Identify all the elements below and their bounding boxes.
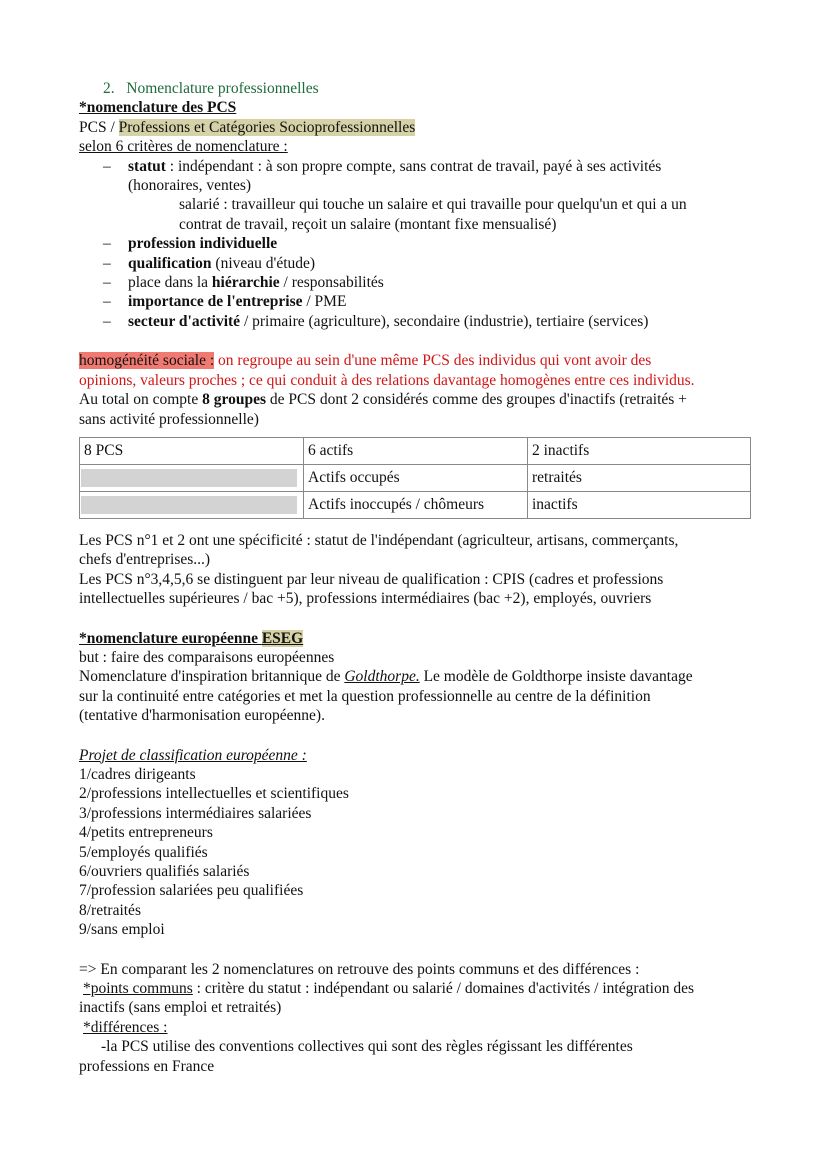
statut-label: statut [128, 157, 166, 175]
table-row [80, 464, 751, 491]
projet-list [79, 765, 769, 940]
table-cell: inactifs [528, 491, 751, 518]
document-page [79, 79, 769, 1076]
homogeneite-text-1: on regroupe au sein d'une même PCS des individus qui vont avoir des [214, 352, 652, 370]
qualification-line-2: intellectuelles supérieures / bac +5), professions intermédiaires (bac +2), employés, ouvriers [79, 590, 652, 608]
entreprise-label: importance de l'entreprise [128, 293, 303, 311]
list-item: 4/petits entrepreneurs [79, 824, 213, 842]
points-communs-line-2: inactifs (sans emploi et retraités) [79, 999, 282, 1017]
eseg-line-2: sur la continuité entre catégories et met la question professionnelle au centre de la définition [79, 687, 651, 705]
differences-label: *différences : [83, 1018, 168, 1036]
list-item: 6/ouvriers qualifiés salariés [79, 863, 250, 880]
table-cell: Actifs inoccupés / chômeurs [304, 491, 528, 518]
hierarchie-pre: place dans la [128, 274, 212, 292]
compare-intro: => En comparant les 2 nomenclatures on retrouve des points communs et des différences : [79, 960, 640, 978]
table-cell: 8 PCS [80, 437, 304, 464]
list-item: 2/professions intellectuelles et scientifiques [79, 785, 349, 803]
total-groups [79, 390, 769, 409]
table-row [80, 437, 751, 464]
pcs-definition [79, 118, 769, 137]
criterion-qualification [79, 254, 769, 273]
points-communs-label: *points communs [83, 980, 193, 998]
points-communs-rest: : critère du statut : indépendant ou salarié / domaines d'activités / intégration des [192, 980, 695, 998]
secteur-rest: / primaire (agriculture), secondaire (industrie), tertiaire (services) [240, 312, 649, 330]
list-item: 1/cadres dirigeants [79, 765, 196, 783]
criterion-hierarchie [79, 273, 769, 292]
total-rest: de PCS dont 2 considérés comme des groupes d'inactifs (retraités + [266, 391, 687, 409]
dash-bullet: – [103, 274, 111, 292]
redacted-block [81, 469, 297, 487]
homogeneite-text-2: opinions, valeurs proches ; ce qui conduit à des relations davantage homogènes entre ces individus. [79, 371, 695, 389]
table-cell: 2 inactifs [528, 437, 751, 464]
statut-text-2: (honoraires, ventes) [128, 177, 252, 195]
list-item: 9/sans emploi [79, 921, 165, 939]
eseg-title [79, 629, 769, 648]
homogeneite-label: homogénéité sociale : [79, 352, 215, 370]
dash-bullet: – [103, 293, 111, 311]
pcs-def-prefix: PCS / [79, 118, 119, 136]
criteria-intro: selon 6 critères de nomenclature : [79, 138, 288, 156]
list-item: 5/employés qualifiés [79, 843, 208, 861]
qualification-label: qualification [128, 254, 212, 272]
eseg-line-1 [79, 667, 769, 686]
hierarchie-rest: / responsabilités [279, 274, 384, 292]
differences-line-1: -la PCS utilise des conventions collectives qui sont des règles régissant les différentes [101, 1038, 633, 1056]
specificity-line-2: chefs d'entreprises...) [79, 551, 211, 569]
criterion-entreprise [79, 292, 769, 311]
list-item: 7/profession salariées peu qualifiées [79, 882, 304, 900]
total-groups-line-2: sans activité professionnelle) [79, 410, 259, 428]
criterion-profession [79, 234, 769, 253]
secteur-label: secteur d'activité [128, 312, 241, 330]
eseg-but: but : faire des comparaisons européennes [79, 648, 335, 666]
criterion-statut [79, 157, 769, 196]
list-item: 8/retraités [79, 901, 141, 919]
section-heading [79, 79, 769, 98]
list-item: 3/professions intermédiaires salariées [79, 804, 312, 822]
eseg-l1-pre: Nomenclature d'inspiration britannique de [79, 668, 345, 686]
dash-bullet: – [103, 157, 111, 175]
pcs-table [79, 437, 751, 519]
entreprise-rest: / PME [302, 293, 347, 311]
criterion-profession-text: profession individuelle [128, 235, 278, 253]
table-cell-redacted [80, 464, 304, 491]
eseg-title-pre: *nomenclature européenne [79, 629, 262, 647]
table-cell-redacted [80, 491, 304, 518]
hierarchie-label: hiérarchie [211, 274, 280, 292]
projet-title: Projet de classification européenne : [79, 746, 307, 764]
salarie-line-1: salarié : travailleur qui touche un salaire et qui travaille pour quelqu'un et qui a un [179, 196, 687, 214]
eseg-l1-rest: Le modèle de Goldthorpe insiste davantage [419, 668, 693, 686]
total-pre: Au total on compte [79, 391, 203, 409]
table-cell: 6 actifs [304, 437, 528, 464]
points-communs [79, 979, 769, 998]
total-bold: 8 groupes [202, 391, 267, 409]
salarie-line-2: contrat de travail, reçoit un salaire (montant fixe mensualisé) [179, 215, 557, 233]
specificity-line-1: Les PCS n°1 et 2 ont une spécificité : statut de l'indépendant (agriculteur, artisans, commerçants, [79, 531, 679, 549]
eseg-highlight: ESEG [261, 629, 304, 647]
differences-line-2: professions en France [79, 1057, 215, 1075]
pcs-title: *nomenclature des PCS [79, 99, 237, 117]
goldthorpe-reference: Goldthorpe. [344, 668, 420, 686]
statut-text: : indépendant : à son propre compte, sans contrat de travail, payé à ses activités [165, 157, 662, 175]
table-cell: retraités [528, 464, 751, 491]
dash-bullet: – [103, 312, 111, 330]
salarie-subitem [79, 195, 769, 234]
qualification-rest: (niveau d'étude) [211, 254, 316, 272]
eseg-line-3: (tentative d'harmonisation européenne). [79, 707, 325, 725]
table-row [80, 491, 751, 518]
section-number: 2. [103, 80, 115, 97]
table-cell: Actifs occupés [304, 464, 528, 491]
criterion-secteur [79, 312, 769, 331]
pcs-def-highlight: Professions et Catégories Socioprofessionnelles [118, 118, 416, 136]
dash-bullet: – [103, 235, 111, 253]
qualification-line-1: Les PCS n°3,4,5,6 se distinguent par leur niveau de qualification : CPIS (cadres et professions [79, 570, 664, 588]
redacted-block [81, 496, 297, 514]
dash-bullet: – [103, 254, 111, 272]
section-title: Nomenclature professionnelles [126, 80, 319, 97]
homogeneite-paragraph [79, 351, 769, 370]
